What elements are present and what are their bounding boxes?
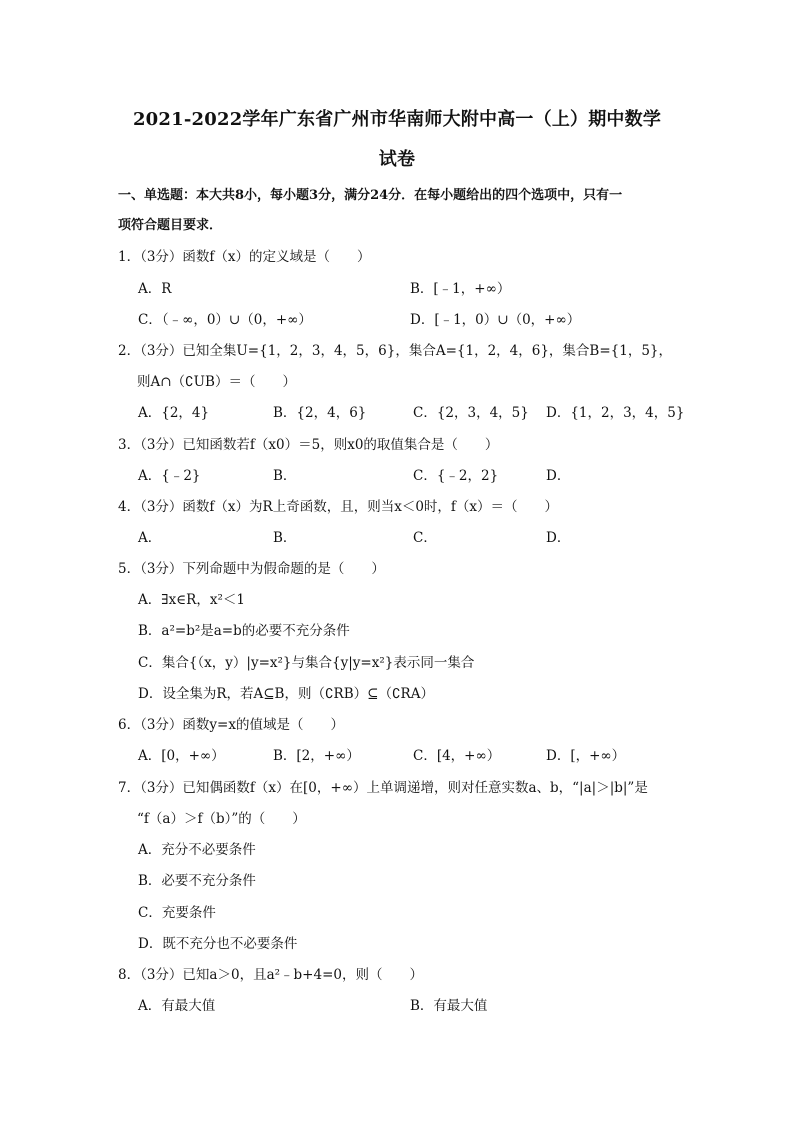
question-8-option-b: B．有最大值 [410,998,488,1014]
question-4-option-c: C． [413,530,437,546]
question-1-option-a: A．R [138,281,172,297]
question-2-stem-line2: 则A∩（∁UB）＝（ ） [137,374,296,390]
exam-title-line2: 试卷 [378,149,416,170]
question-7-stem-line2: “f（a）＞f（b）”的（ ） [137,811,306,827]
question-6-option-a: A．[0，+∞） [138,748,225,764]
question-4-stem: 4．（3分）函数f（x）为R上奇函数，且，则当x＜0时，f（x）＝（ ） [118,499,559,515]
question-2-option-b: B．{2，4，6} [273,405,367,421]
question-5-option-b: B．a²=b²是a=b的必要不充分条件 [138,623,350,639]
question-3-option-d: D． [546,468,571,484]
section-heading-line1: 一、单选题：本大共8小，每小题3分，满分24分．在每小题给出的四个选项中，只有一 [118,188,623,203]
question-5-stem: 5．（3分）下列命题中为假命题的是（ ） [118,561,385,577]
question-1-option-b: B．[﹣1，+∞） [410,281,511,297]
question-2-option-c: C．{2，3，4，5} [413,405,529,421]
question-8-option-a: A．有最大值 [138,998,216,1014]
question-2-option-d: D．{1，2，3，4，5} [546,405,685,421]
question-3-option-a: A．{﹣2} [138,468,201,484]
question-3-option-c: C．{﹣2，2} [413,468,499,484]
question-4-option-b: B． [273,530,297,546]
section-heading-line2: 项符合题目要求． [118,218,223,233]
question-7-stem-line1: 7．（3分）已知偶函数f（x）在[0，+∞）上单调递增，则对任意实数a、b，“|a|＞|b|”是 [118,780,648,796]
question-3-stem: 3．（3分）已知函数若f（x0）＝5，则x0的取值集合是（ ） [118,437,499,453]
question-5-option-a: A．∃x∈R，x²＜1 [138,592,245,608]
exam-title-line1: 2021-2022学年广东省广州市华南师大附中高一（上）期中数学 [132,109,662,130]
question-7-option-d: D．既不充分也不必要条件 [138,936,298,952]
question-6-stem: 6．（3分）函数y=x的值域是（ ） [118,717,344,733]
question-2-option-a: A．{2，4} [138,405,210,421]
question-7-option-a: A．充分不必要条件 [138,842,256,858]
question-4-option-d: D． [546,530,571,546]
question-7-option-c: C．充要条件 [138,905,216,921]
question-8-stem: 8．（3分）已知a＞0，且a²﹣b+4=0，则（ ） [118,967,423,983]
question-6-option-b: B．[2，+∞） [273,748,360,764]
question-1-option-d: D．[﹣1，0）∪（0，+∞） [410,312,581,328]
question-7-option-b: B．必要不充分条件 [138,873,256,889]
question-3-option-b: B． [273,468,297,484]
question-4-option-a: A． [138,530,162,546]
question-2-stem-line1: 2．（3分）已知全集U={1，2，3，4，5，6}，集合A={1，2，4，6}，集合B={1，5}， [118,343,673,359]
question-1-option-c: C．（﹣∞，0）∪（0，+∞） [138,312,312,328]
question-5-option-d: D．设全集为R，若A⊆B，则（∁RB）⊆（∁RA） [138,686,434,702]
question-6-option-c: C．[4，+∞） [413,748,501,764]
question-1-stem: 1．（3分）函数f（x）的定义域是（ ） [118,249,371,265]
question-5-option-c: C．集合{（x，y）|y=x²}与集合{y|y=x²}表示同一集合 [138,655,475,671]
question-6-option-d: D．[，+∞） [546,748,626,764]
